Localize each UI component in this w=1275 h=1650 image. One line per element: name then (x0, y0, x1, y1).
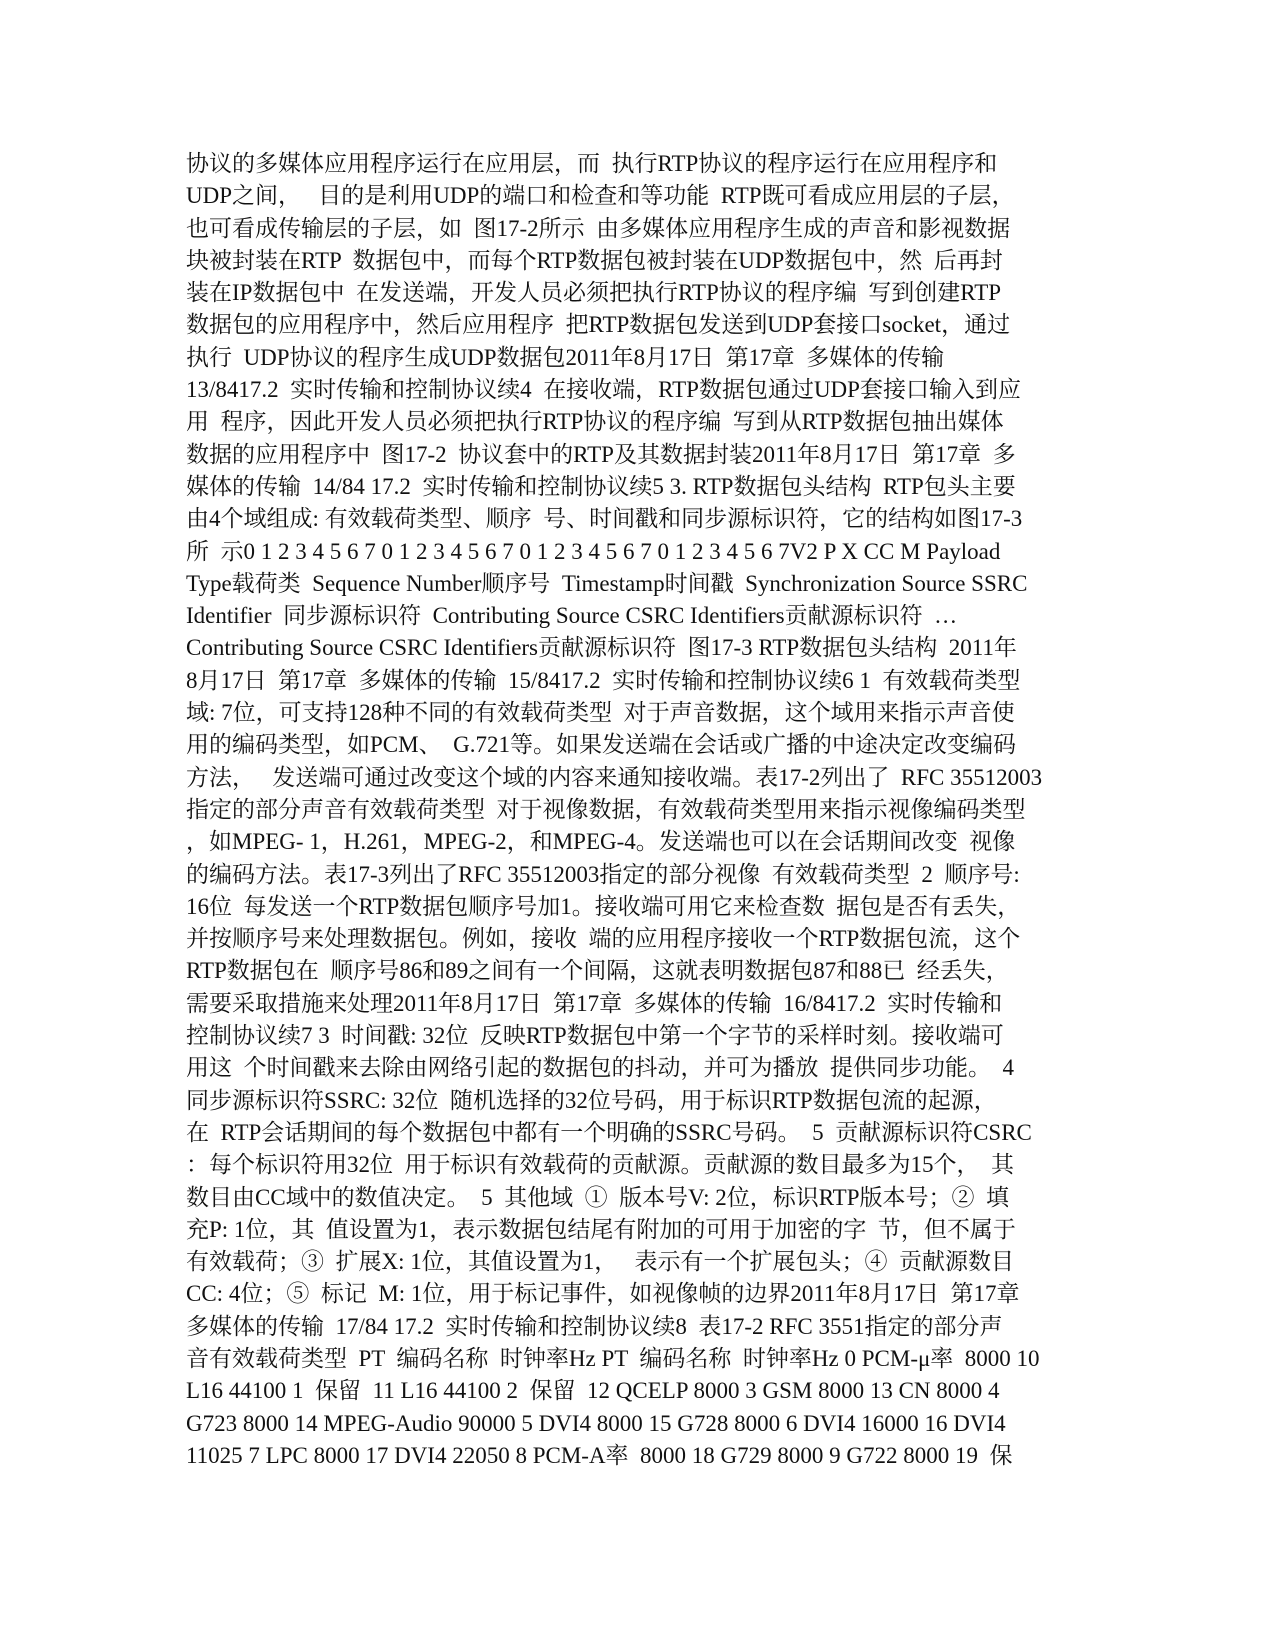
text-line: 由4个域组成: 有效载荷类型、顺序 号、时间戳和同步源标识符，它的结构如图17-3 (186, 506, 1023, 532)
text-line: 16位 每发送一个RTP数据包顺序号加1。接收端可用它来检查数 据包是否有丢失， (186, 893, 1021, 919)
text-line: 8月17日 第17章 多媒体的传输 15/8417.2 实时传输和控制协议续6 1 有效载荷类型 (186, 667, 1021, 693)
text-line: Identifier 同步源标识符 Contributing Source CSRC Identifiers贡献源标识符 … (186, 603, 958, 629)
text-line: Type载荷类 Sequence Number顺序号 Timestamp时间戳 Synchronization Source SSRC (186, 570, 1028, 596)
text-line: G723 8000 14 MPEG-Audio 90000 5 DVI4 8000 15 G728 8000 6 DVI4 16000 16 DVI4 (186, 1410, 1006, 1436)
text-line: 执行 UDP协议的程序生成UDP数据包2011年8月17日 第17章 多媒体的传输 (186, 344, 945, 370)
text-line: 协议的多媒体应用程序运行在应用层，而 执行RTP协议的程序运行在应用程序和 (186, 151, 998, 176)
text-line: RTP数据包在 顺序号86和89之间有一个间隔，这就表明数据包87和88已 经丢失， (186, 958, 1009, 984)
text-line: Contributing Source CSRC Identifiers贡献源标识符 图17-3 RTP数据包头结构 2011年 (186, 635, 1017, 661)
text-line: 方法， 发送端可通过改变这个域的内容来通知接收端。表17-2列出了 RFC 35512003 (186, 764, 1043, 790)
text-line: 用这 个时间戳来去除由网络引起的数据包的抖动，并可为播放 提供同步功能。 4 (186, 1055, 1014, 1081)
text-line: 充P: 1位，其 值设置为1，表示数据包结尾有附加的可用于加密的字 节，但不属于 (186, 1216, 1016, 1242)
body-text (186, 148, 1086, 1472)
text-line: 需要采取措施来处理2011年8月17日 第17章 多媒体的传输 16/8417.2 实时传输和 (186, 990, 1003, 1016)
text-line: L16 44100 1 保留 11 L16 44100 2 保留 12 QCELP 8000 3 GSM 8000 13 CN 8000 4 (186, 1378, 1000, 1404)
text-line: 也可看成传输层的子层，如 图17-2所示 由多媒体应用程序生成的声音和影视数据 (186, 215, 1011, 241)
text-line: 的编码方法。表17-3列出了RFC 35512003指定的部分视像 有效载荷类型 2 顺序号: (186, 861, 1020, 887)
text-line: 控制协议续7 3 时间戳: 32位 反映RTP数据包中第一个字节的采样时刻。接收端可 (186, 1023, 1004, 1049)
text-line: 块被封装在RTP 数据包中，而每个RTP数据包被封装在UDP数据包中，然 后再封 (186, 247, 1003, 273)
text-line: 11025 7 LPC 8000 17 DVI4 22050 8 PCM-A率 8000 18 G729 8000 9 G722 8000 19 保 (186, 1442, 1013, 1468)
text-line: 媒体的传输 14/84 17.2 实时传输和控制协议续5 3. RTP数据包头结构 RTP包头主要 (186, 473, 1016, 499)
text-line: UDP之间， 目的是利用UDP的端口和检查和等功能 RTP既可看成应用层的子层， (186, 183, 1015, 209)
text-line: 数据的应用程序中 图17-2 协议套中的RTP及其数据封装2011年8月17日 第17章 多 (186, 441, 1016, 467)
text-line: 用 程序，因此开发人员必须把执行RTP协议的程序编 写到从RTP数据包抽出媒体 (186, 409, 1004, 435)
text-line: 13/8417.2 实时传输和控制协议续4 在接收端，RTP数据包通过UDP套接口输入到应 (186, 377, 1021, 403)
text-line: 装在IP数据包中 在发送端，开发人员必须把执行RTP协议的程序编 写到创建RTP (186, 280, 1002, 306)
text-line: 并按顺序号来处理数据包。例如，接收 端的应用程序接收一个RTP数据包流，这个 (186, 926, 1021, 952)
text-line: 所 示0 1 2 3 4 5 6 7 0 1 2 3 4 5 6 7 0 1 2 3 4 5 6 7 0 1 2 3 4 5 6 7V2 P X CC M Payload (186, 538, 1001, 564)
text-line: ，如MPEG- 1，H.261，MPEG-2，和MPEG-4。发送端也可以在会话期间改变 视像 (186, 829, 1016, 855)
text-line: CC: 4位；⑤ 标记 M: 1位，用于标记事件，如视像帧的边界2011年8月17日 第17章 (186, 1281, 1020, 1307)
text-line: 在 RTP会话期间的每个数据包中都有一个明确的SSRC号码。 5 贡献源标识符CSRC (186, 1119, 1032, 1145)
text-line: 域: 7位，可支持128种不同的有效载荷类型 对于声音数据，这个域用来指示声音使 (186, 700, 1015, 726)
text-line: ：每个标识符用32位 用于标识有效载荷的贡献源。贡献源的数目最多为15个， 其 (186, 1152, 1014, 1178)
text-line: 多媒体的传输 17/84 17.2 实时传输和控制协议续8 表17-2 RFC 3551指定的部分声 (186, 1313, 1003, 1339)
text-line: 数据包的应用程序中，然后应用程序 把RTP数据包发送到UDP套接口socket，通过 (186, 312, 1011, 338)
text-line: 同步源标识符SSRC: 32位 随机选择的32位号码，用于标识RTP数据包流的起源， (186, 1087, 997, 1113)
text-line: 有效载荷；③ 扩展X: 1位，其值设置为1， 表示有一个扩展包头；④ 贡献源数目 (186, 1249, 1014, 1275)
text-line: 用的编码类型，如PCM、 G.721等。如果发送端在会话或广播的中途决定改变编码 (186, 732, 1016, 758)
text-line: 数目由CC域中的数值决定。 5 其他域 ① 版本号V: 2位，标识RTP版本号；② 填 (186, 1184, 1010, 1210)
text-line: 音有效载荷类型 PT 编码名称 时钟率Hz PT 编码名称 时钟率Hz 0 PCM-μ率 8000 10 (186, 1345, 1040, 1371)
text-line: 指定的部分声音有效载荷类型 对于视像数据，有效载荷类型用来指示视像编码类型 (186, 796, 1026, 822)
